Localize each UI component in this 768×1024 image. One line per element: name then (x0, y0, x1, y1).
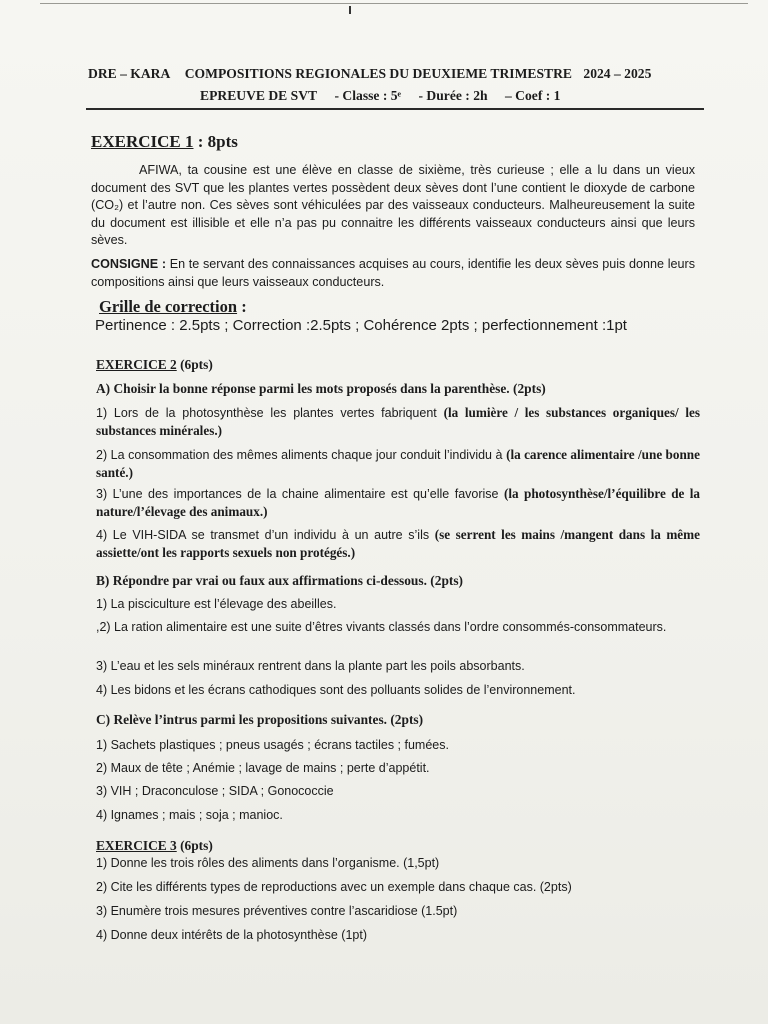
header-competition: COMPOSITIONS REGIONALES DU DEUXIEME TRIMESTRE (184, 66, 572, 81)
question-a1-choices: (la lumière / les substances organiques/ les substances minérales.) (96, 405, 700, 438)
exercise1-text: AFIWA, ta cousine est une élève en classe de sixième, très curieuse ; elle a lu dans un vieux document des SVT que les plantes vertes possèdent deux sèves dont l’une contient le dioxyde de carbone (CO₂) et l’autre non. Ces sèves sont véhiculées par des vaisseaux conducteurs. Malheureusement la suite du document est illisible et elle n’a pas pu connaitre les différents vaisseaux conducteurs ainsi que leurs sèves. (91, 163, 695, 247)
item-c3: 3) VIH ; Draconculose ; SIDA ; Gonococcie (96, 784, 334, 798)
exercise3-points: (6pts) (176, 838, 213, 853)
exercise1-points: : 8pts (193, 132, 238, 151)
header-rule (86, 108, 704, 110)
header-coef: – Coef : 1 (504, 88, 561, 103)
exercise3-q1: 1) Donne les trois rôles des aliments dans l’organisme. (1,5pt) (96, 856, 440, 870)
header-line-1 (88, 66, 708, 82)
item-c4: 4) Ignames ; mais ; soja ; manioc. (96, 808, 283, 822)
statement-b3: 3) L’eau et les sels minéraux rentrent dans la plante part les poils absorbants. (96, 659, 525, 673)
header-org: DRE – KARA (88, 66, 171, 81)
exercise3-q3: 3) Enumère trois mesures préventives contre l’ascaridiose (1.5pt) (96, 904, 458, 918)
question-a2 (96, 446, 700, 482)
grille-title (99, 297, 247, 317)
header-line-2 (200, 88, 600, 104)
header-duration: - Durée : 2h (418, 88, 488, 103)
exercise2-partA-title: A) Choisir la bonne réponse parmi les mots proposés dans la parenthèse. (2pts) (96, 381, 546, 396)
exercise3-title (96, 838, 213, 854)
question-a4-text: 4) Le VIH-SIDA se transmet d’un individu à un autre s’ils (96, 528, 435, 542)
exercise2-partC-title: C) Relève l’intrus parmi les propositions suivantes. (2pts) (96, 712, 424, 727)
item-c1: 1) Sachets plastiques ; pneus usagés ; écrans tactiles ; fumées. (96, 738, 449, 752)
grille-colon: : (237, 297, 247, 316)
exercise3-label: EXERCICE 3 (96, 838, 177, 853)
header-class: - Classe : 5ᵉ (334, 88, 402, 103)
statement-b4: 4) Les bidons et les écrans cathodiques sont des polluants solides de l’environnement. (96, 683, 576, 697)
consigne-label: CONSIGNE : (91, 257, 167, 271)
item-c2: 2) Maux de tête ; Anémie ; lavage de mains ; perte d’appétit. (96, 761, 430, 775)
question-a4-choices: (se serrent les mains /mangent dans la même assiette/ont les rapports sexuels non protégés.) (96, 527, 701, 560)
question-a4 (96, 526, 700, 562)
exercise1-label: EXERCICE 1 (91, 132, 194, 151)
header-year: 2024 – 2025 (583, 66, 652, 81)
header-subject: EPREUVE DE SVT (200, 88, 318, 103)
exercise1-consigne (91, 256, 695, 291)
exercise2-partB-title: B) Répondre par vrai ou faux aux affirmations ci-dessous. (2pts) (96, 573, 464, 588)
question-a3-choices: (la photosynthèse/l’équilibre de la nature/l’élevage des animaux.) (96, 486, 700, 519)
question-a3 (96, 485, 700, 521)
question-a2-choices: (la carence alimentaire /une bonne santé.) (96, 447, 700, 480)
statement-b1: 1) La pisciculture est l’élevage des abeilles. (96, 597, 337, 611)
exercise1-title (91, 132, 238, 152)
grille-label: Grille de correction (99, 297, 238, 316)
top-edge-line (40, 3, 748, 4)
statement-b2: ,2) La ration alimentaire est une suite d’êtres vivants classés dans l’ordre consommés-consommateurs. (96, 620, 667, 634)
exercise2-title (96, 357, 213, 373)
grille-text: Pertinence : 2.5pts ; Correction :2.5pts ; Cohérence 2pts ; perfectionnement :1pt (95, 317, 627, 334)
question-a1 (96, 404, 700, 440)
question-a3-text: 3) L’une des importances de la chaine alimentaire est qu’elle favorise (96, 487, 504, 501)
question-a2-text: 2) La consommation des mêmes aliments chaque jour conduit l’individu à (96, 448, 507, 462)
top-mark (349, 6, 351, 14)
question-a1-text: 1) Lors de la photosynthèse les plantes vertes fabriquent (96, 406, 444, 420)
exercise2-label: EXERCICE 2 (96, 357, 177, 372)
exercise3-q4: 4) Donne deux intérêts de la photosynthèse (1pt) (96, 928, 368, 942)
exercise2-points: (6pts) (176, 357, 213, 372)
consigne-text: En te servant des connaissances acquises au cours, identifie les deux sèves puis donne leurs compositions ainsi que leurs vaisseaux conducteurs. (91, 257, 695, 289)
exercise3-q2: 2) Cite les différents types de reproductions avec un exemple dans chaque cas. (2pts) (96, 880, 572, 894)
